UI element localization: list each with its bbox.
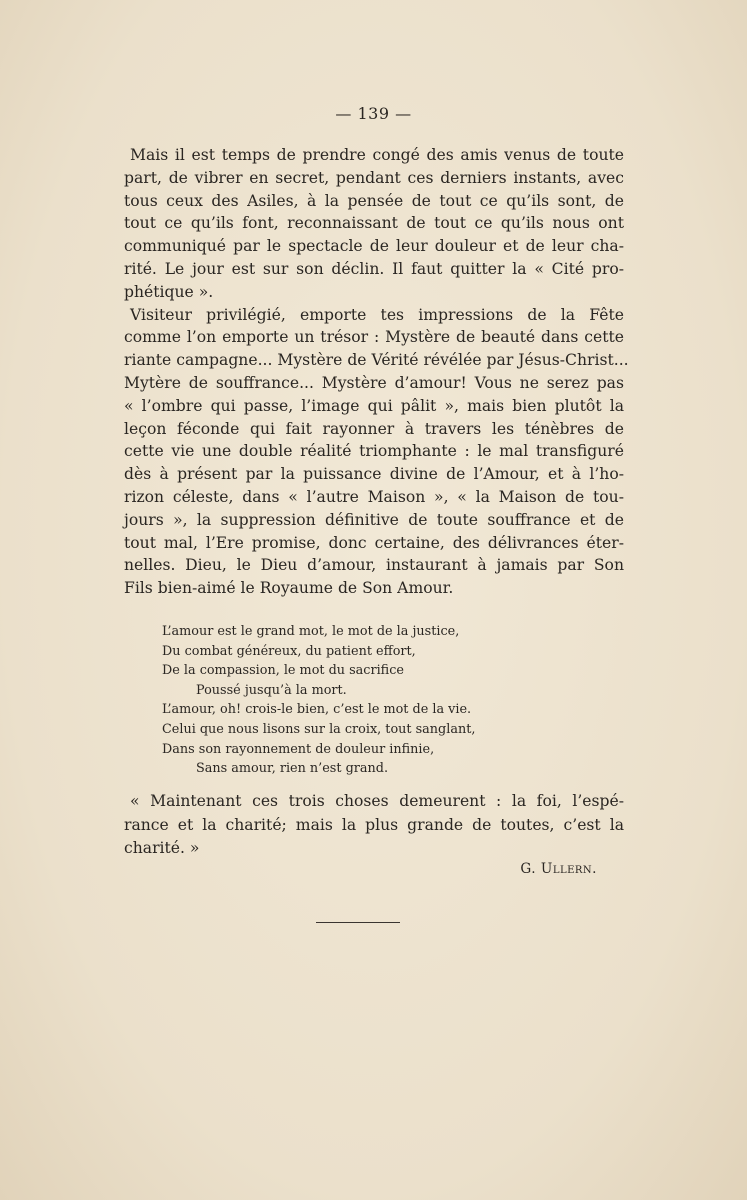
text-line: Mytère de souffrance... Mystère d’amour! Vous ne serez pas bbox=[124, 373, 624, 392]
text-line: tout mal, l’Ere promise, donc certaine, des délivrances éter- bbox=[124, 533, 624, 552]
text-line: jours », la suppression définitive de toute souffrance et de bbox=[124, 510, 624, 529]
text-line: riante campagne... Mystère de Vérité révélée par Jésus-Christ... bbox=[124, 351, 629, 370]
poem-line: Poussé jusqu’à la mort. bbox=[196, 682, 347, 698]
text-line: tout ce qu’ils font, reconnaissant de tout ce qu’ils nous ont bbox=[124, 214, 624, 233]
text-line: leçon féconde qui fait rayonner à travers les ténèbres de bbox=[124, 419, 624, 438]
text-line: part, de vibrer en secret, pendant ces derniers instants, avec bbox=[124, 168, 624, 187]
poem-line: L’amour, oh! crois-le bien, c’est le mot de la vie. bbox=[162, 702, 472, 718]
poem-line: Celui que nous lisons sur la croix, tout sanglant, bbox=[162, 721, 476, 737]
poem-line: Dans son rayonnement de douleur infinie, bbox=[162, 741, 435, 757]
text-line: dès à présent par la puissance divine de l’Amour, et à l’ho- bbox=[124, 465, 624, 484]
paragraph-1 bbox=[124, 144, 624, 304]
text-line: cette vie une double réalité triomphante : le mal transfiguré bbox=[124, 442, 624, 461]
page-number: — 139 — bbox=[335, 104, 412, 123]
closing-quote bbox=[124, 790, 624, 861]
section-divider bbox=[316, 922, 400, 923]
text-line: « Maintenant ces trois choses demeurent : la foi, l’espé- bbox=[130, 792, 624, 810]
paragraph-2 bbox=[124, 304, 629, 600]
text-line: Fils bien-aimé le Royaume de Son Amour. bbox=[124, 579, 454, 598]
poem-line: Du combat généreux, du patient effort, bbox=[162, 643, 416, 659]
text-line: tous ceux des Asiles, à la pensée de tout ce qu’ils sont, de bbox=[124, 191, 624, 210]
text-line: Visiteur privilégié, emporte tes impressions de la Fête bbox=[130, 305, 624, 324]
signature-initial: G. bbox=[520, 861, 541, 877]
body-text bbox=[124, 144, 629, 600]
text-line: rizon céleste, dans « l’autre Maison », « la Maison de tou- bbox=[124, 487, 624, 506]
signature-name: Ullern. bbox=[540, 861, 597, 877]
text-line: rance et la charité; mais la plus grande de toutes, c’est la bbox=[124, 815, 624, 834]
text-line: charité. » bbox=[124, 839, 200, 857]
author-signature bbox=[520, 861, 597, 877]
text-line: Mais il est temps de prendre congé des amis venus de toute bbox=[130, 146, 624, 164]
poem-line: Sans amour, rien n’est grand. bbox=[196, 761, 389, 777]
text-line: rité. Le jour est sur son déclin. Il faut quitter la « Cité pro- bbox=[124, 259, 624, 278]
poem-line: L’amour est le grand mot, le mot de la justice, bbox=[162, 624, 460, 639]
poem-line: De la compassion, le mot du sacrifice bbox=[162, 663, 404, 679]
text-line: comme l’on emporte un trésor : Mystère de beauté dans cette bbox=[124, 328, 624, 347]
text-line: communiqué par le spectacle de leur douleur et de leur cha- bbox=[124, 237, 624, 256]
poem bbox=[162, 622, 475, 779]
text-line: « l’ombre qui passe, l’image qui pâlit », mais bien plutôt la bbox=[124, 396, 624, 415]
text-line: phétique ». bbox=[124, 282, 214, 301]
text-line: nelles. Dieu, le Dieu d’amour, instaurant à jamais par Son bbox=[124, 556, 624, 575]
